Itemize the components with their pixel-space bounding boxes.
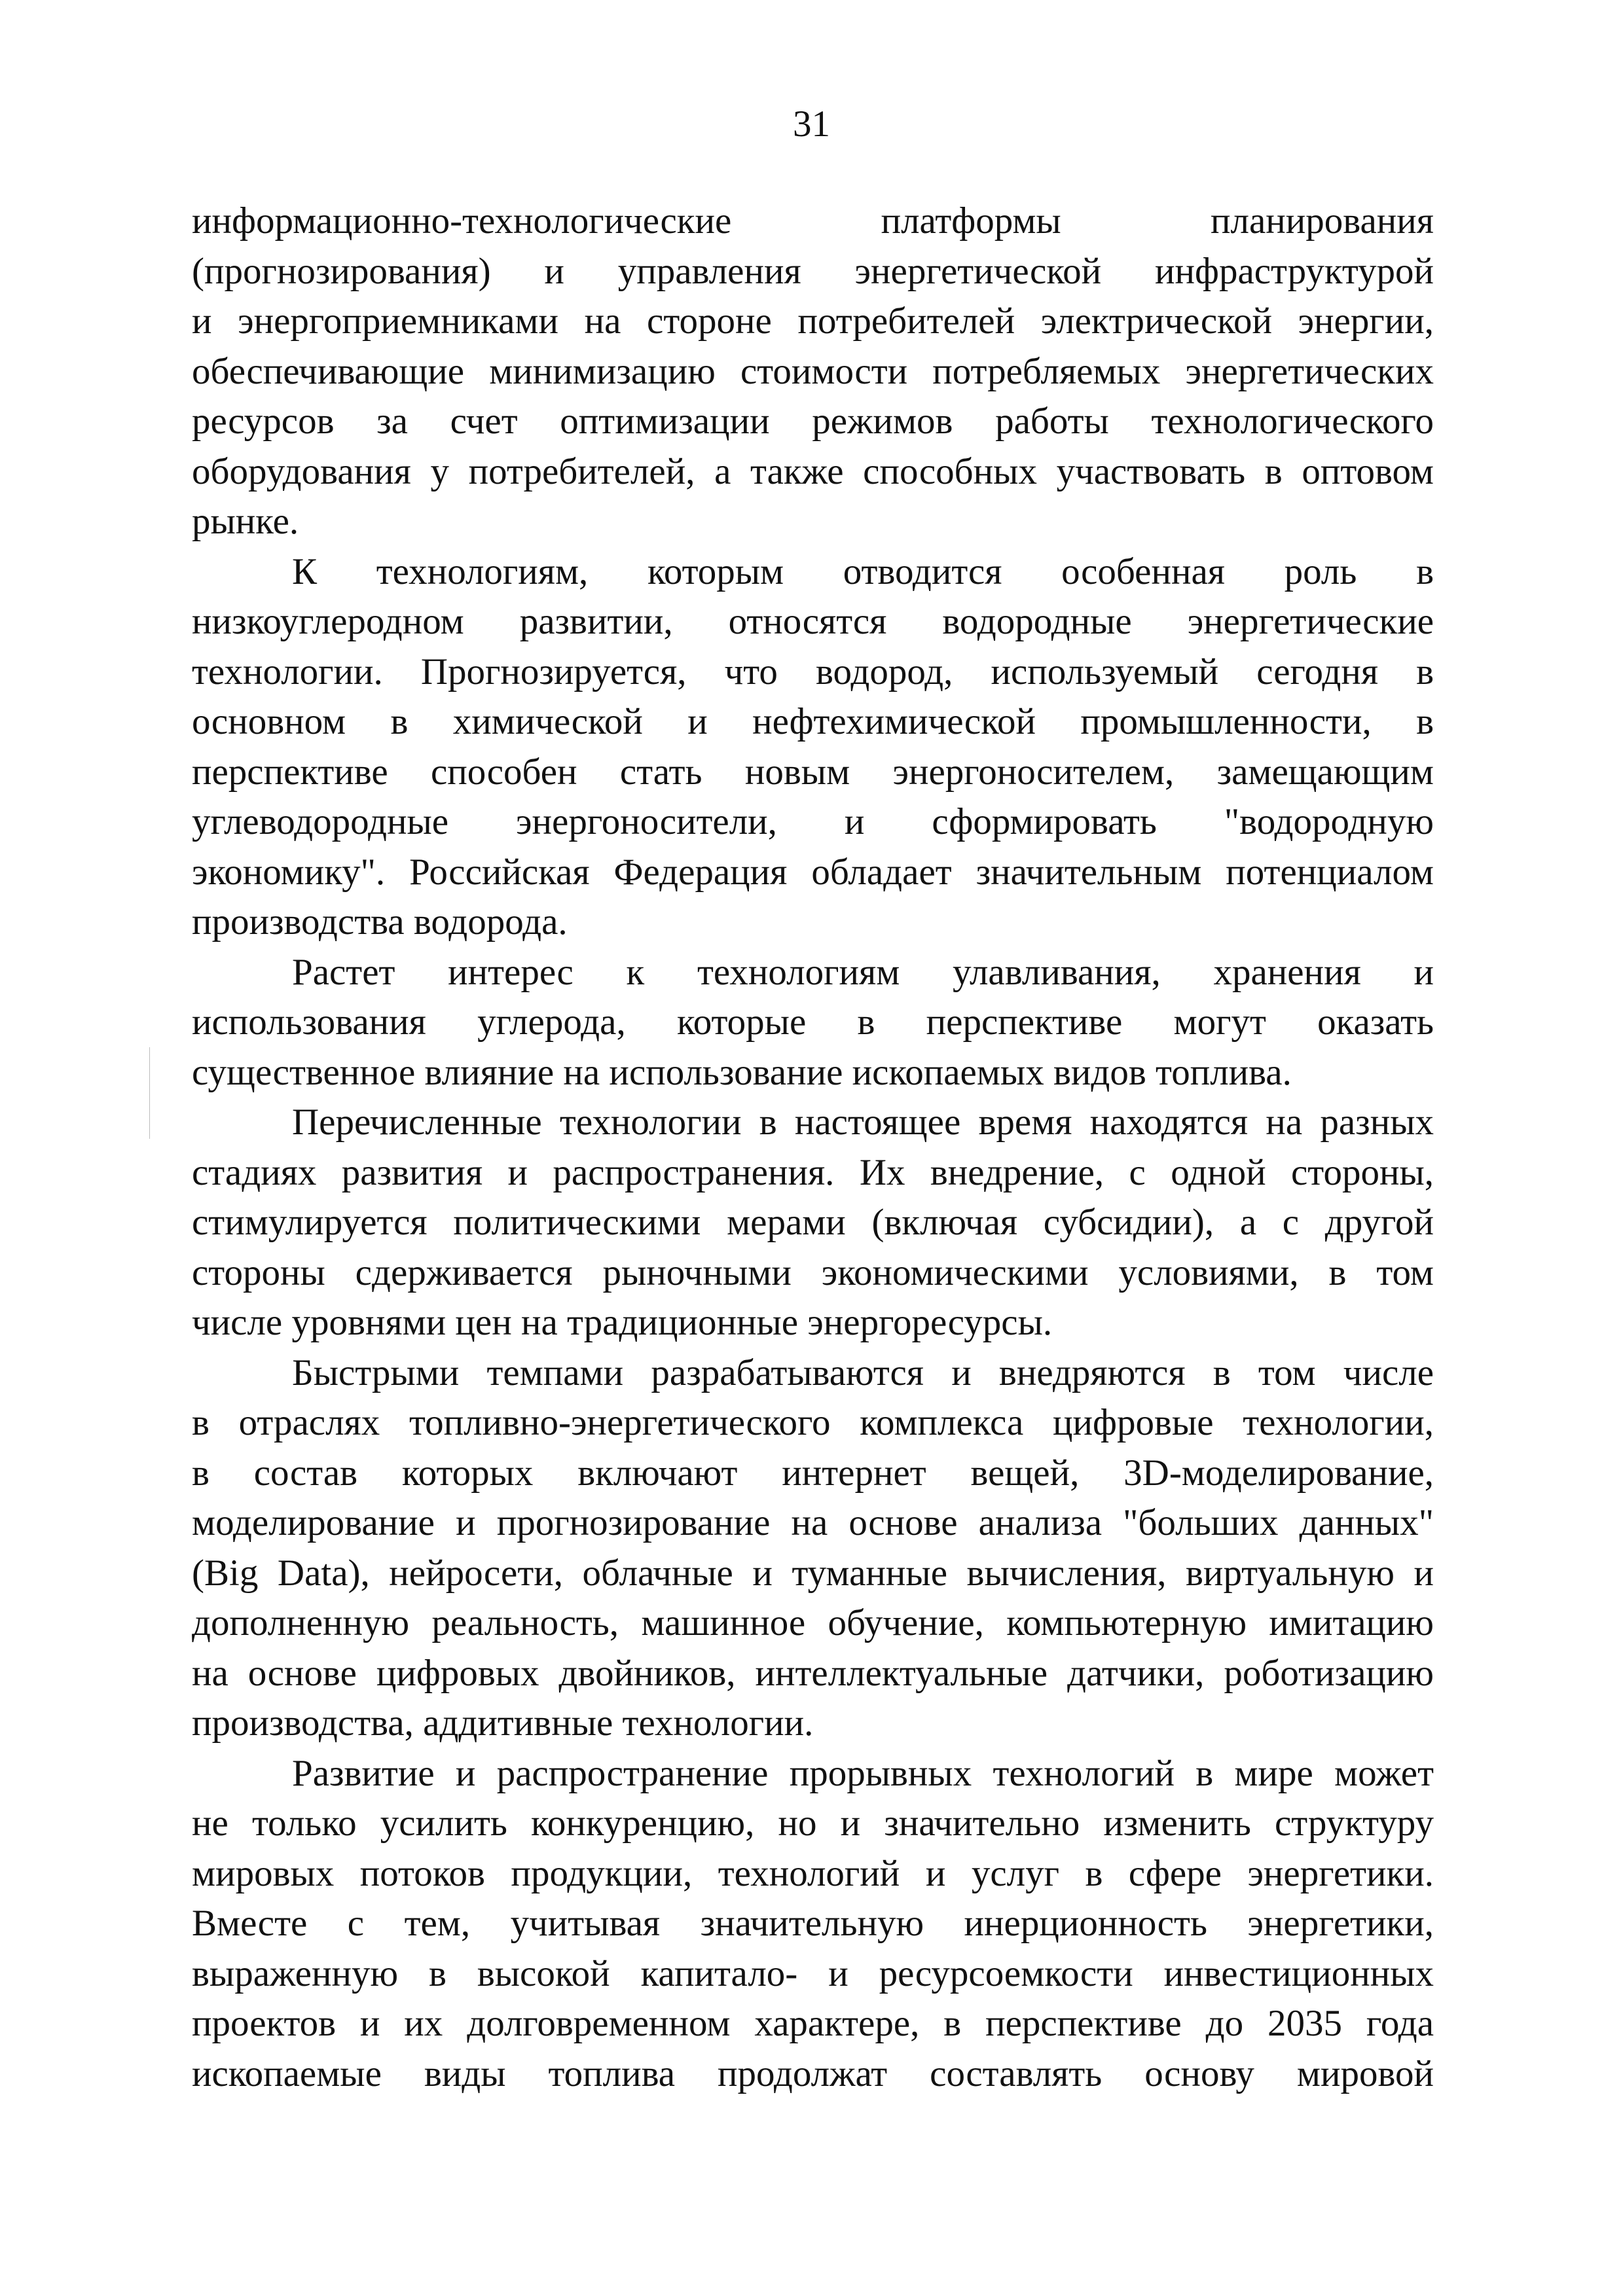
body-text [192,196,1434,2099]
text-line: на основе цифровых двойников, интеллектуальные датчики, роботизацию [192,1652,1434,1694]
text-line: производства, аддитивные технологии. [192,1702,814,1744]
paragraph-first-line: Развитие и распространение прорывных технологий в мире может [292,1752,1434,1794]
text-line: моделирование и прогнозирование на основе анализа "больших данных" [192,1502,1434,1543]
text-line: не только усилить конкуренцию, но и значительно изменить структуру [192,1803,1434,1844]
text-line: оборудования у потребителей, а также способных участвовать в оптовом [192,450,1434,492]
text-line: ресурсов за счет оптимизации режимов работы технологического [192,401,1434,442]
text-line: в состав которых включают интернет вещей, 3D-моделирование, [192,1452,1434,1494]
text-line: проектов и их долговременном характере, в перспективе до 2035 года [192,2003,1434,2044]
text-line: рынке. [192,501,299,542]
text-line: обеспечивающие минимизацию стоимости потребляемых энергетических [192,350,1434,392]
paragraph-first-line: Перечисленные технологии в настоящее время находятся на разных [292,1102,1434,1143]
text-line: в отраслях топливно-энергетического комплекса цифровые технологии, [192,1402,1434,1443]
scan-artifact-line [149,1047,150,1139]
text-line: стороны сдерживается рыночными экономическими условиями, в том [192,1251,1434,1293]
text-line: производства водорода. [192,901,568,942]
text-line: стадиях развития и распространения. Их внедрение, с одной стороны, [192,1151,1434,1193]
text-line: Вместе с тем, учитывая значительную инерционность энергетики, [192,1903,1434,1944]
text-line: углеводородные энергоносители, и сформировать "водородную [192,801,1434,842]
text-line: использования углерода, которые в перспективе могут оказать [192,1001,1434,1043]
text-line: (прогнозирования) и управления энергетической инфраструктурой [192,250,1434,292]
paragraph-first-line: Растет интерес к технологиям улавливания, хранения и [292,951,1434,993]
paragraph-first-line: К технологиям, которым отводится особенная роль в [292,550,1434,592]
text-line: технологии. Прогнозируется, что водород, используемый сегодня в [192,651,1434,692]
text-line: мировых потоков продукции, технологий и услуг в сфере энергетики. [192,1852,1434,1894]
page-number: 31 [793,103,830,145]
text-line: низкоуглеродном развитии, относятся водородные энергетические [192,601,1434,642]
text-line: выраженную в высокой капитало- и ресурсоемкости инвестиционных [192,1952,1434,1994]
paragraph-first-line: Быстрыми темпами разрабатываются и внедряются в том числе [292,1352,1434,1393]
text-line: и энергоприемниками на стороне потребителей электрической энергии, [192,300,1434,342]
text-line: стимулируется политическими мерами (включая субсидии), а с другой [192,1202,1434,1243]
text-line: экономику". Российская Федерация обладает значительным потенциалом [192,851,1434,893]
text-line: ископаемые виды топлива продолжат составлять основу мировой [192,2053,1434,2094]
text-line: перспективе способен стать новым энергоносителем, замещающим [192,751,1434,793]
text-line: информационно-технологические платформы планирования [192,200,1434,242]
text-line: дополненную реальность, машинное обучение, компьютерную имитацию [192,1602,1434,1643]
text-line: существенное влияние на использование ископаемых видов топлива. [192,1051,1292,1093]
text-line: основном в химической и нефтехимической промышленности, в [192,701,1434,742]
text-line: (Big Data), нейросети, облачные и туманные вычисления, виртуальную и [192,1552,1434,1594]
text-line: числе уровнями цен на традиционные энергоресурсы. [192,1302,1053,1343]
